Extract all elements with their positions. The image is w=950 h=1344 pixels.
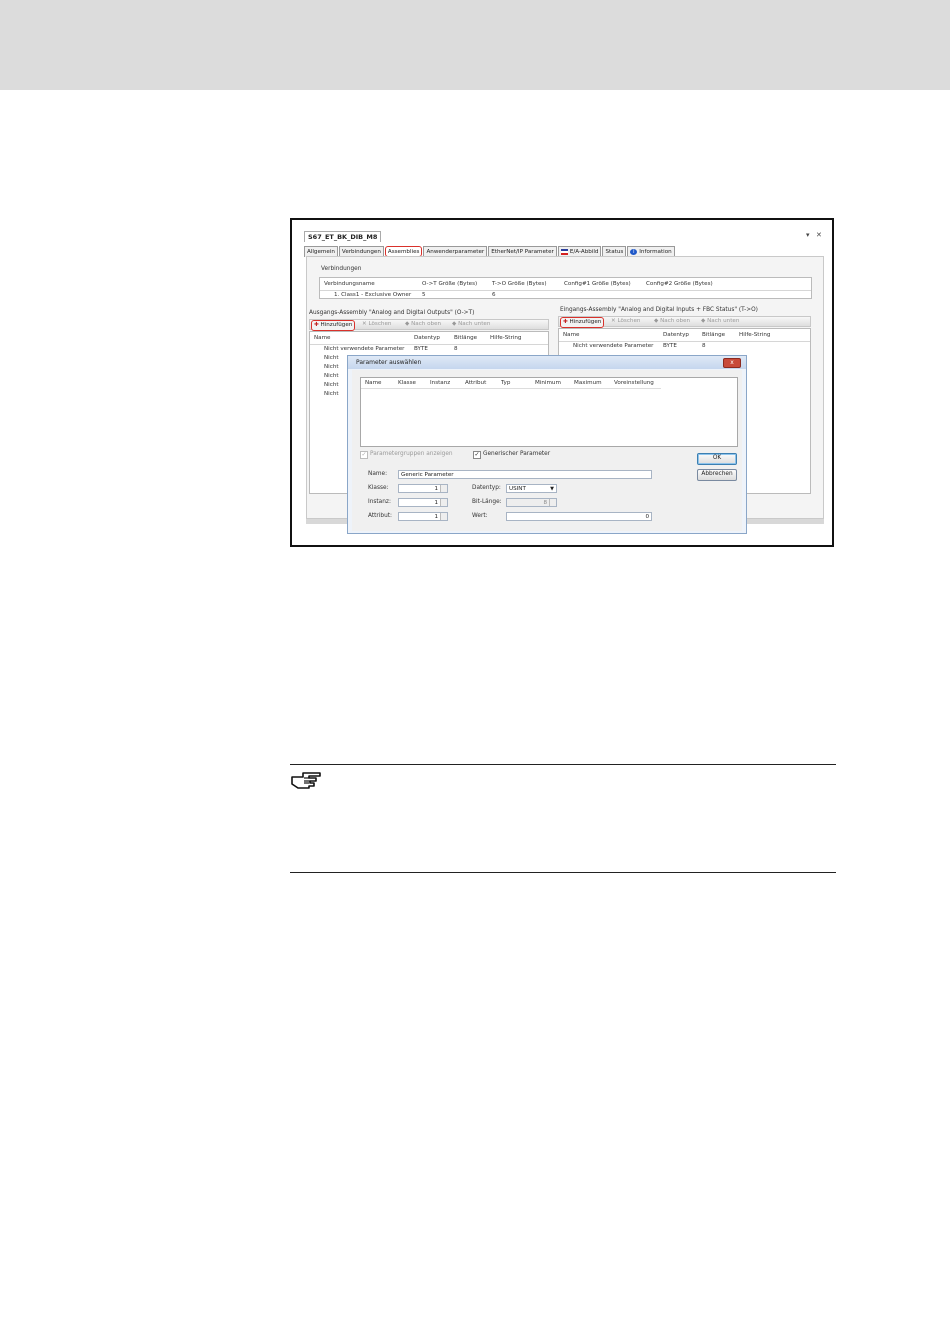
- klasse-label: Klasse:: [368, 485, 389, 491]
- output-header: Name Datentyp Bitlänge Hilfe-String: [310, 332, 548, 345]
- value-field[interactable]: 0: [506, 512, 652, 521]
- generic-parameter-checkbox[interactable]: ✓: [474, 451, 480, 458]
- instanz-label: Instanz:: [368, 499, 391, 505]
- cancel-button[interactable]: Abbrechen: [697, 469, 737, 481]
- connections-label: Verbindungen: [321, 266, 362, 272]
- col-voreinstellung[interactable]: Voreinstellung: [614, 380, 654, 386]
- bitlength-label: Bit-Länge:: [472, 499, 502, 505]
- col-config2: Config#2 Größe (Bytes): [646, 281, 713, 287]
- generic-parameter-label: Generischer Parameter: [483, 451, 551, 457]
- datatype-label: Datentyp:: [472, 485, 501, 491]
- tab-allgemein[interactable]: Allgemein: [304, 246, 338, 257]
- spinner-icon[interactable]: [440, 499, 447, 506]
- col-attribut[interactable]: Attribut: [465, 380, 487, 386]
- dialog-body: [352, 370, 742, 531]
- note-bottom-rule: [290, 872, 836, 873]
- bitlength-stepper: 8: [506, 498, 557, 507]
- dialog-close-button[interactable]: x: [723, 358, 741, 368]
- input-header: Name Datentyp Bitlänge Hilfe-String: [559, 329, 810, 342]
- input-up-button[interactable]: ◆ Nach oben: [654, 318, 691, 324]
- col-instanz[interactable]: Instanz: [430, 380, 451, 386]
- name-label: Name:: [368, 471, 388, 477]
- col-name[interactable]: Name: [365, 380, 382, 386]
- show-groups-checkbox[interactable]: ✓: [361, 451, 367, 458]
- instanz-stepper[interactable]: 1: [398, 498, 448, 507]
- table-row[interactable]: Nicht: [324, 373, 339, 379]
- table-row[interactable]: Nicht: [324, 355, 339, 361]
- output-add-button[interactable]: ✚ Hinzufügen: [311, 320, 355, 331]
- col-config1: Config#1 Größe (Bytes): [564, 281, 631, 287]
- tab-assemblies[interactable]: Assemblies: [385, 246, 423, 257]
- col-to-size: T->O Größe (Bytes): [492, 281, 547, 287]
- dialog-title: Parameter auswählen: [356, 359, 422, 366]
- tab-ea-abbild[interactable]: E/A-Abbild: [558, 246, 602, 257]
- input-add-button[interactable]: ✚ Hinzufügen: [560, 317, 604, 328]
- show-groups-label: Parametergruppen anzeigen: [370, 451, 453, 457]
- input-assembly-label: Eingangs-Assembly "Analog and Digital Inputs + FBC Status" (T->O): [560, 307, 758, 313]
- input-toolbar: [558, 316, 811, 327]
- parameter-list[interactable]: [360, 377, 738, 447]
- attribut-stepper[interactable]: 1: [398, 512, 448, 521]
- chevron-down-icon: ▼: [550, 486, 554, 492]
- parameter-list-header: [361, 378, 661, 389]
- close-icon[interactable]: ✕: [816, 231, 822, 239]
- tab-verbindungen[interactable]: Verbindungen: [339, 246, 384, 257]
- pin-icon[interactable]: ▾: [806, 231, 810, 239]
- spinner-icon[interactable]: [440, 485, 447, 492]
- document-tab[interactable]: S67_ET_BK_DIB_M8: [304, 231, 381, 242]
- col-verbindungsname: Verbindungsname: [324, 281, 375, 287]
- info-icon: i: [630, 249, 637, 255]
- output-delete-button[interactable]: ✕ Löschen: [362, 321, 392, 327]
- col-klasse[interactable]: Klasse: [398, 380, 416, 386]
- output-toolbar: [309, 319, 549, 330]
- output-assembly-label: Ausgangs-Assembly "Analog and Digital Outputs" (O->T): [309, 310, 475, 316]
- pointing-hand-icon: [290, 770, 324, 790]
- table-row[interactable]: Nicht: [324, 391, 339, 397]
- ok-button[interactable]: OK: [697, 453, 737, 465]
- name-field[interactable]: Generic Parameter: [398, 470, 652, 479]
- klasse-stepper[interactable]: 1: [398, 484, 448, 493]
- plus-icon: ✚: [563, 319, 568, 325]
- table-row[interactable]: Nicht: [324, 382, 339, 388]
- tab-anwenderparameter[interactable]: Anwenderparameter: [423, 246, 487, 257]
- spinner-icon: [549, 499, 556, 506]
- col-maximum[interactable]: Maximum: [574, 380, 602, 386]
- tab-ethernetip-parameter[interactable]: EtherNet/IP Parameter: [488, 246, 557, 257]
- dialog-titlebar[interactable]: [348, 356, 746, 369]
- output-down-button[interactable]: ◆ Nach unten: [452, 321, 491, 327]
- page-header-band: [0, 0, 950, 90]
- col-ot-size: O->T Größe (Bytes): [422, 281, 478, 287]
- output-grid[interactable]: Name Datentyp Bitlänge Hilfe-String Nicht verwendete Parameter BYTE 8 Nicht Nicht Nicht Nicht Nicht: [309, 331, 549, 494]
- col-minimum[interactable]: Minimum: [535, 380, 561, 386]
- connections-grid[interactable]: Verbindungsname O->T Größe (Bytes) T->O Größe (Bytes) Config#1 Größe (Bytes) Config#2 Größe (Bytes) 1. Class1 - Exclusive Owner 5 6: [319, 277, 812, 299]
- tab-information[interactable]: i Information: [627, 246, 674, 257]
- output-up-button[interactable]: ◆ Nach oben: [405, 321, 442, 327]
- window-titlebar: [292, 220, 832, 240]
- note-top-rule: [290, 764, 836, 765]
- input-grid[interactable]: Name Datentyp Bitlänge Hilfe-String Nicht verwendete Parameter BYTE 8: [558, 328, 811, 494]
- input-down-button[interactable]: ◆ Nach unten: [701, 318, 740, 324]
- table-row[interactable]: Nicht: [324, 364, 339, 370]
- value-label: Wert:: [472, 513, 488, 519]
- connections-header: [320, 278, 811, 291]
- spinner-icon[interactable]: [440, 513, 447, 520]
- parameter-dialog: [347, 355, 747, 534]
- col-typ[interactable]: Typ: [501, 380, 511, 386]
- input-delete-button[interactable]: ✕ Löschen: [611, 318, 641, 324]
- plus-icon: ✚: [314, 322, 319, 328]
- tab-status[interactable]: Status: [602, 246, 626, 257]
- flag-icon: [561, 249, 568, 255]
- datatype-select[interactable]: USINT ▼: [506, 484, 557, 493]
- attribut-label: Attribut:: [368, 513, 392, 519]
